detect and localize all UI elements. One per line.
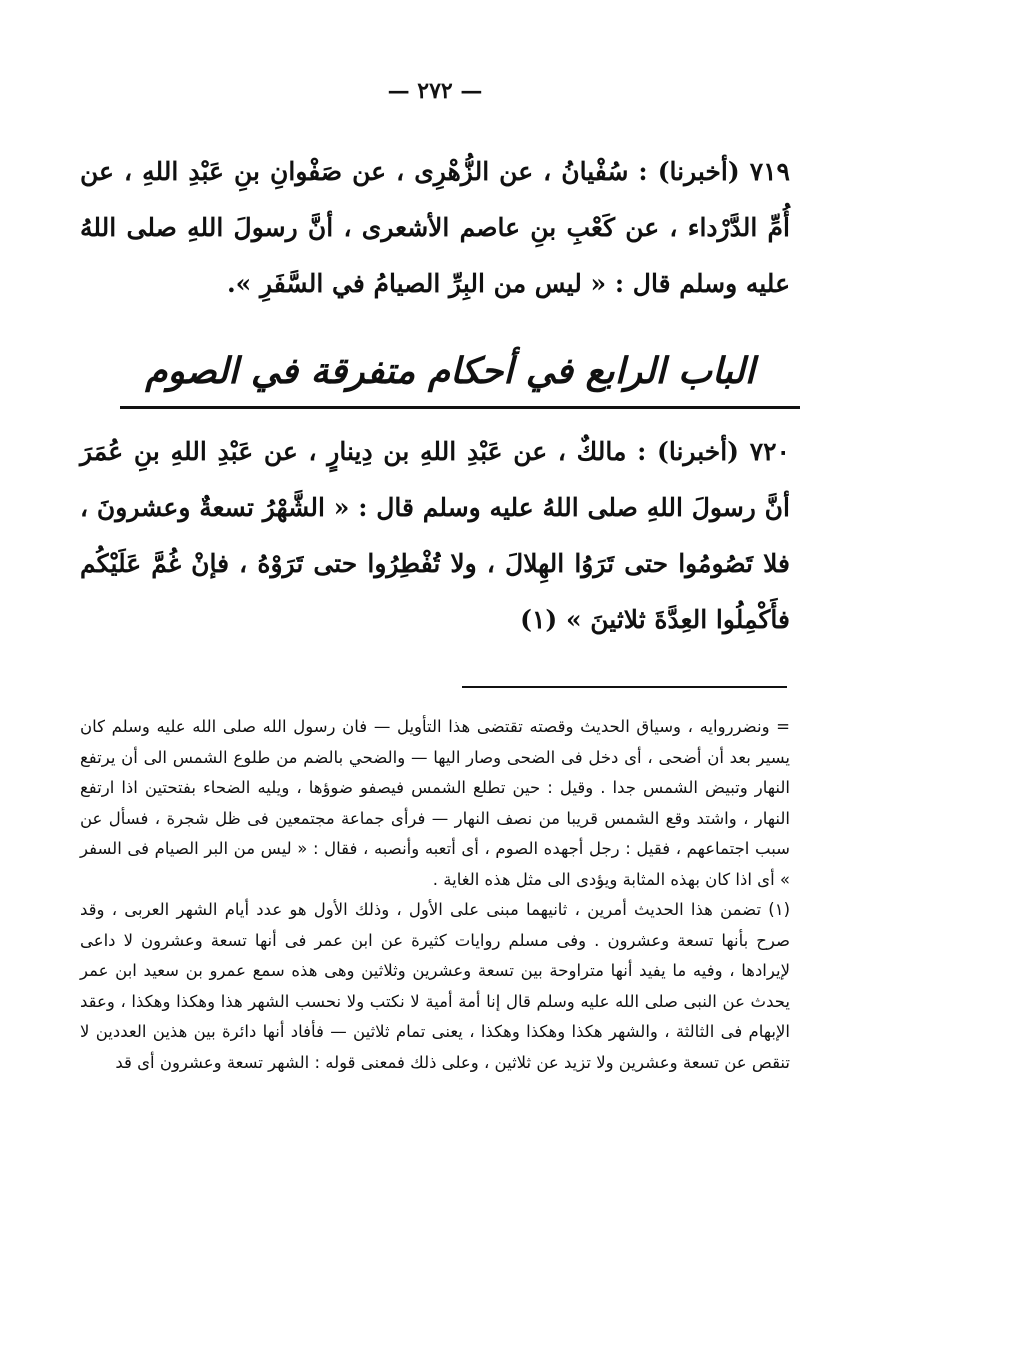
chapter-heading: الباب الرابع في أحكام متفرقة في الصوم xyxy=(145,350,755,392)
chapter-heading-rule xyxy=(120,406,800,409)
page-number: — ٢٧٢ — xyxy=(387,78,483,104)
hadith-719-paragraph: ٧١٩ (أخبرنا) : سُفْيانُ ، عن الزُّهْرِى ، عن صَفْوانِ بنِ عَبْدِ اللهِ ، عن أُمِّ الدَّرْداء ، عن كَعْبِ بنِ عاصم الأشعرى ، أنَّ رسولَ اللهِ صلى اللهُ عليه وسلم قال : « ليس من البِرِّ الصيامُ في السَّفَرِ ». xyxy=(80,157,790,298)
footnote-1: (١) تضمن هذا الحديث أمرين ، ثانيهما مبنى على الأول ، وذلك الأول هو عدد أيام الشهر العربى ، وقد صرح بأنها تسعة وعشرون . وفى مسلم روايات كثيرة عن ابن عمر فى أنها تسعة وعشرون لا داعى لإيرادها ، وفيه ما يفيد أنها متراوحة بين تسعة وعشرين وثلاثين وهى هذه سمع عمرو بن سعيد ابن عمر يحدث عن النبى صلى الله عليه وسلم قال إنا أمة أمية لا نكتب ولا نحسب الشهر هذا وهكذا وهكذا ، وعقد الإبهام فى الثالثة ، والشهر هكذا وهكذا وهكذا ، يعنى تمام ثلاثين — فأفاد أنها دائرة بين هذين العددين لا تنقص عن تسعة وعشرين ولا تزيد عن ثلاثين ، وعلى ذلك فمعنى قوله : الشهر تسعة وعشرون أى قد xyxy=(80,900,790,1072)
footnote-continuation: = ونضرروايه ، وسياق الحديث وقصته تقتضى هذا التأويل — فان رسول الله صلى الله عليه وسلم كان يسير بعد أن أضحى ، أى دخل فى الضحى وصار اليها — والضحي بالضم من طلوع الشمس الى أن يرتفع النهار وتبيض الشمس جدا . وقيل : حين تطلع الشمس فيصفو ضوؤها ، ويليه الضحاء بفتحتين اذا ارتفع النهار ، واشتد وقع الشمس قريبا من نصف النهار — فرأى جماعة مجتمعين فى ظل شجرة ، فسأل عن سبب اجتماعهم ، فقيل : رجل أجهده الصوم ، أى أتعبه وأنصبه ، فقال : « ليس من البر الصيام فى السفر » أى اذا كان بهذه المثابة ويؤدى الى مثل هذه الغاية . xyxy=(80,717,790,889)
footnotes-section xyxy=(80,712,790,1078)
hadith-720-paragraph: ٧٢٠ (أخبرنا) : مالكٌ ، عن عَبْدِ اللهِ بن دِينارٍ ، عن عَبْدِ اللهِ بنِ عُمَرَ أنَّ رسولَ اللهِ صلى اللهُ عليه وسلم قال : « الشَّهْرُ تسعةٌ وعشرونَ ، فلا تَصُومُوا حتى تَرَوُا الهِلالَ ، ولا تُفْطِرُوا حتى تَرَوْهُ ، فإنْ غُمَّ عَلَيْكُم فأَكْمِلُوا العِدَّةَ ثلاثينَ » (١) xyxy=(80,437,790,634)
footnote-separator xyxy=(462,686,787,688)
